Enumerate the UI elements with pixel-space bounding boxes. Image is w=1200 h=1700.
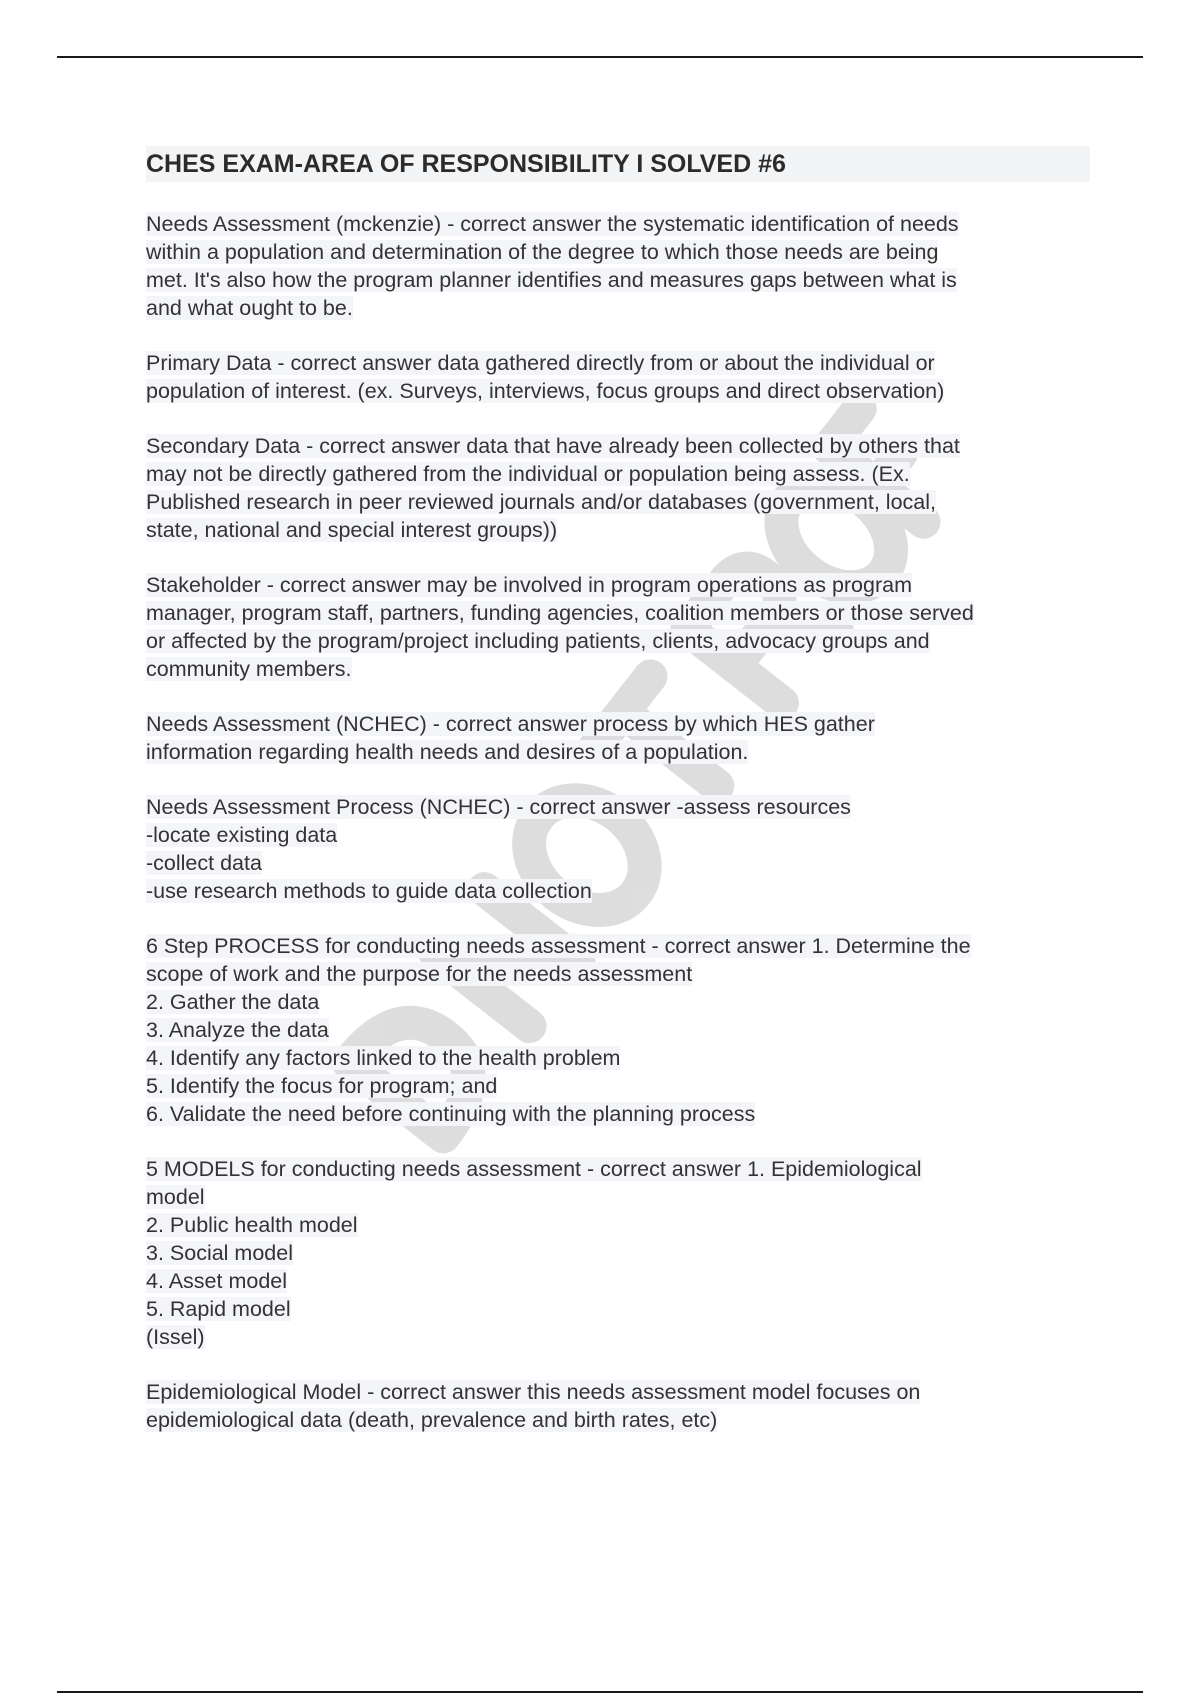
entry-line	[146, 377, 1090, 405]
bottom-divider	[57, 1691, 1143, 1693]
entry-line-text: -use research methods to guide data collection	[146, 879, 592, 903]
entry-line	[146, 1267, 1090, 1295]
entry-line-text: model	[146, 1185, 205, 1209]
entry-line-text: Stakeholder - correct answer may be involved in program operations as program	[146, 573, 913, 597]
flashcard-entry	[146, 349, 1090, 405]
entry-line	[146, 849, 1090, 877]
entry-line-text: Published research in peer reviewed journals and/or databases (government, local,	[146, 490, 936, 514]
entry-line	[146, 432, 1090, 460]
entry-line-text: 2. Gather the data	[146, 990, 320, 1014]
entry-line-text: and what ought to be.	[146, 296, 353, 320]
entry-line-text: Primary Data - correct answer data gathered directly from or about the individual or	[146, 351, 935, 375]
flashcard-entry	[146, 210, 1090, 322]
entry-line	[146, 488, 1090, 516]
entry-line	[146, 960, 1090, 988]
entry-line	[146, 710, 1090, 738]
entry-line-text: (Issel)	[146, 1325, 205, 1349]
entry-line	[146, 1406, 1090, 1434]
entry-line	[146, 294, 1090, 322]
entry-line	[146, 821, 1090, 849]
entry-line-text: 3. Social model	[146, 1241, 293, 1265]
entry-line	[146, 1211, 1090, 1239]
entry-line	[146, 793, 1090, 821]
entry-line	[146, 655, 1090, 683]
entry-line-text: epidemiological data (death, prevalence and birth rates, etc)	[146, 1408, 718, 1432]
entry-line-text: Secondary Data - correct answer data that have already been collected by others that	[146, 434, 960, 458]
entry-line	[146, 460, 1090, 488]
entry-line	[146, 932, 1090, 960]
entry-line-text: Epidemiological Model - correct answer this needs assessment model focuses on	[146, 1380, 921, 1404]
entry-line	[146, 738, 1090, 766]
entry-line-text: -locate existing data	[146, 823, 338, 847]
flashcard-entry	[146, 793, 1090, 905]
entry-line-text: 3. Analyze the data	[146, 1018, 329, 1042]
entry-line	[146, 1155, 1090, 1183]
entry-line	[146, 571, 1090, 599]
entry-line-text: 6 Step PROCESS for conducting needs assessment - correct answer 1. Determine the	[146, 934, 971, 958]
entry-line-text: 2. Public health model	[146, 1213, 358, 1237]
entry-line-text: information regarding health needs and desires of a population.	[146, 740, 749, 764]
entry-line	[146, 1295, 1090, 1323]
entry-line-text: 4. Asset model	[146, 1269, 288, 1293]
entry-line	[146, 1100, 1090, 1128]
entry-line-text: manager, program staff, partners, funding agencies, coalition members or those served	[146, 601, 974, 625]
entry-line-text: Needs Assessment Process (NCHEC) - correct answer -assess resources	[146, 795, 851, 819]
entry-line-text: -collect data	[146, 851, 262, 875]
entry-line	[146, 1044, 1090, 1072]
entry-line	[146, 1323, 1090, 1351]
entry-line	[146, 1016, 1090, 1044]
entry-line	[146, 238, 1090, 266]
entry-line-text: 5. Rapid model	[146, 1297, 291, 1321]
entry-line	[146, 988, 1090, 1016]
entry-line-text: within a population and determination of the degree to which those needs are being	[146, 240, 939, 264]
entry-line-text: 5 MODELS for conducting needs assessment - correct answer 1. Epidemiological	[146, 1157, 922, 1181]
entry-line-text: met. It's also how the program planner identifies and measures gaps between what is	[146, 268, 957, 292]
entry-line-text: Needs Assessment (mckenzie) - correct answer the systematic identification of needs	[146, 212, 959, 236]
entry-line-text: scope of work and the purpose for the needs assessment	[146, 962, 693, 986]
flashcard-entry	[146, 1155, 1090, 1351]
entry-line	[146, 1183, 1090, 1211]
top-divider	[57, 56, 1143, 58]
entry-line	[146, 599, 1090, 627]
flashcard-entry	[146, 710, 1090, 766]
entry-line	[146, 266, 1090, 294]
entry-line-text: population of interest. (ex. Surveys, interviews, focus groups and direct observation)	[146, 379, 945, 403]
entry-line	[146, 349, 1090, 377]
entry-line	[146, 1072, 1090, 1100]
entry-line	[146, 516, 1090, 544]
entry-line-text: or affected by the program/project including patients, clients, advocacy groups and	[146, 629, 930, 653]
entry-line-text: 4. Identify any factors linked to the health problem	[146, 1046, 621, 1070]
entry-line	[146, 210, 1090, 238]
entry-line-text: Needs Assessment (NCHEC) - correct answer process by which HES gather	[146, 712, 875, 736]
entry-line	[146, 877, 1090, 905]
document-title: CHES EXAM-AREA OF RESPONSIBILITY I SOLVED #6	[146, 146, 1090, 182]
flashcard-entry	[146, 571, 1090, 683]
entry-list	[146, 210, 1090, 1434]
entry-line-text: may not be directly gathered from the individual or population being assess. (Ex.	[146, 462, 910, 486]
flashcard-entry	[146, 432, 1090, 544]
document-body	[146, 146, 1090, 1461]
entry-line	[146, 627, 1090, 655]
entry-line-text: community members.	[146, 657, 352, 681]
flashcard-entry	[146, 1378, 1090, 1434]
entry-line	[146, 1378, 1090, 1406]
entry-line	[146, 1239, 1090, 1267]
entry-line-text: 6. Validate the need before continuing with the planning process	[146, 1102, 756, 1126]
flashcard-entry	[146, 932, 1090, 1128]
entry-line-text: 5. Identify the focus for program; and	[146, 1074, 498, 1098]
entry-line-text: state, national and special interest groups))	[146, 518, 558, 542]
